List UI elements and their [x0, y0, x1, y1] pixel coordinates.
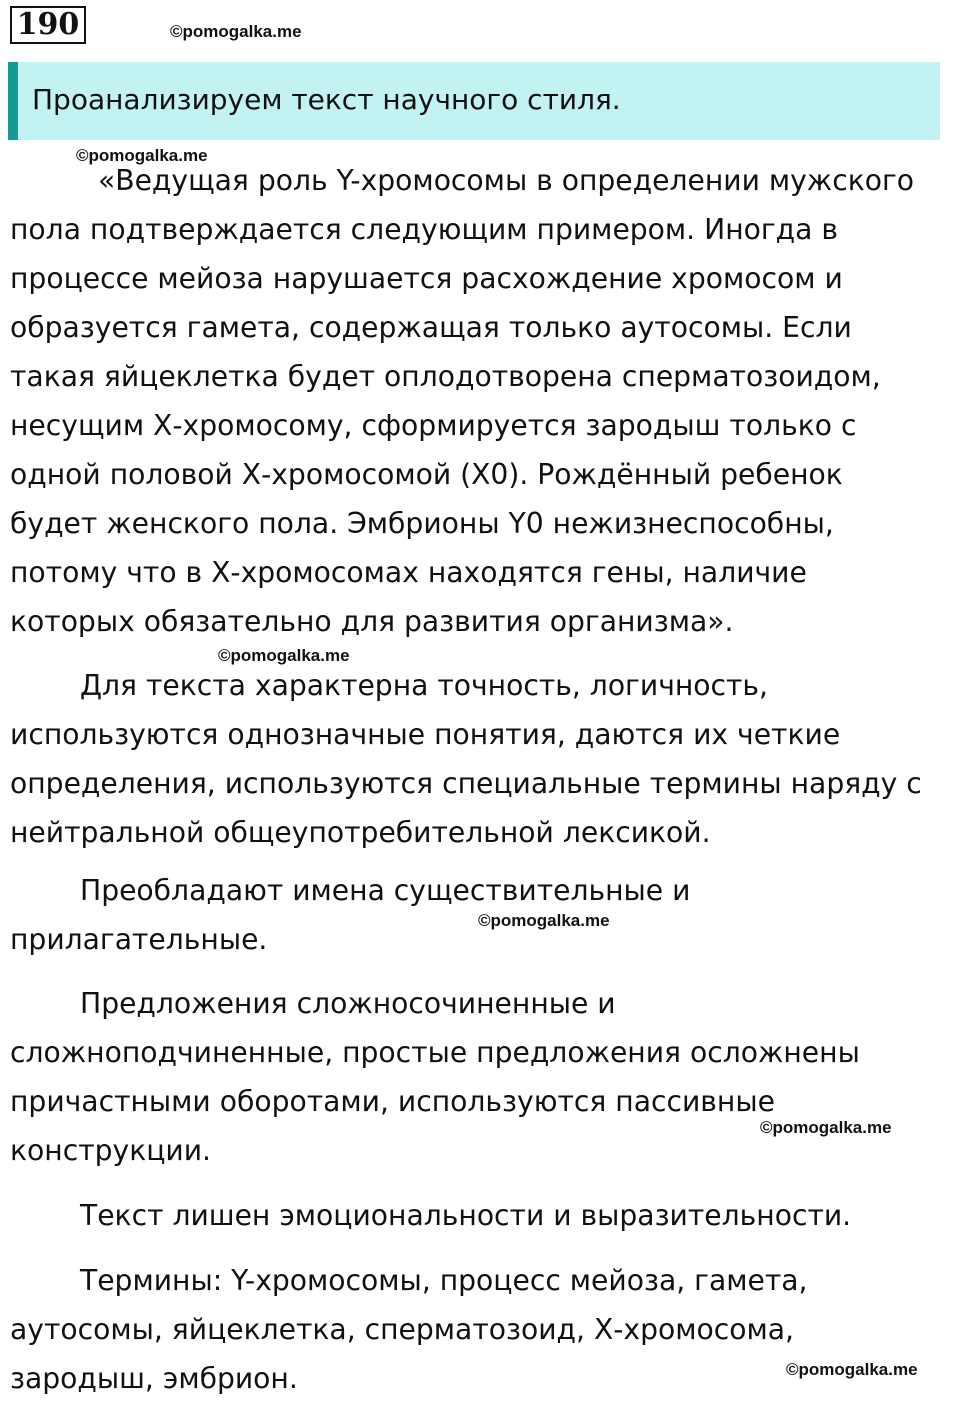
- text-line: Текст лишен эмоциональности и выразительности.: [80, 1199, 852, 1232]
- analysis-paragraph-3: [10, 979, 860, 1175]
- text-line: одной половой Х-хромосомой (Х0). Рождённый ребенок: [10, 458, 843, 491]
- analysis-paragraph-1: [10, 661, 922, 857]
- text-line: Преобладают имена существительные и: [80, 874, 691, 907]
- text-line: будет женского пола. Эмбрионы Y0 нежизнеспособны,: [10, 507, 834, 540]
- text-line: процессе мейоза нарушается расхождение хромосом и: [10, 262, 843, 295]
- text-line: определения, используются специальные термины наряду с: [10, 767, 922, 800]
- text-line: зародыш, эмбрион.: [10, 1362, 298, 1395]
- watermark: ©pomogalka.me: [478, 911, 610, 930]
- text-line: Для текста характерна точность, логичность,: [80, 669, 769, 702]
- analysis-paragraph-4: [10, 1191, 851, 1240]
- text-line: образуется гамета, содержащая только аутосомы. Если: [10, 311, 852, 344]
- text-line: которых обязательно для развития организма».: [10, 605, 734, 638]
- text-line: сложноподчиненные, простые предложения осложнены: [10, 1036, 860, 1069]
- text-line: прилагательные.: [10, 923, 268, 956]
- text-line: Термины: Y-хромосомы, процесс мейоза, гамета,: [80, 1264, 808, 1297]
- text-line: причастными оборотами, используются пассивные: [10, 1085, 775, 1118]
- text-line: используются однозначные понятия, даются их четкие: [10, 718, 841, 751]
- watermark: ©pomogalka.me: [760, 1118, 892, 1137]
- task-banner: [8, 62, 940, 140]
- watermark: ©pomogalka.me: [76, 146, 208, 165]
- watermark: ©pomogalka.me: [786, 1360, 918, 1379]
- text-line: потому что в Х-хромосомах находятся гены, наличие: [10, 556, 807, 589]
- text-line: пола подтверждается следующим примером. Иногда в: [10, 213, 839, 246]
- text-line: нейтральной общеупотребительной лексикой.: [10, 816, 711, 849]
- analysis-paragraph-5: [10, 1256, 807, 1403]
- text-line: конструкции.: [10, 1134, 212, 1167]
- text-line: «Ведущая роль Y-хромосомы в определении мужского: [98, 164, 915, 197]
- text-line: Предложения сложносочиненные и: [80, 987, 616, 1020]
- quote-paragraph: [10, 156, 914, 646]
- watermark: ©pomogalka.me: [218, 646, 350, 665]
- watermark: ©pomogalka.me: [170, 22, 302, 41]
- task-title: Проанализируем текст научного стиля.: [32, 83, 621, 116]
- text-line: несущим Х-хромосому, сформируется зародыш только с: [10, 409, 857, 442]
- text-line: такая яйцеклетка будет оплодотворена сперматозоидом,: [10, 360, 881, 393]
- page-number: 190: [10, 6, 86, 44]
- text-line: аутосомы, яйцеклетка, сперматозоид, Х-хромосома,: [10, 1313, 795, 1346]
